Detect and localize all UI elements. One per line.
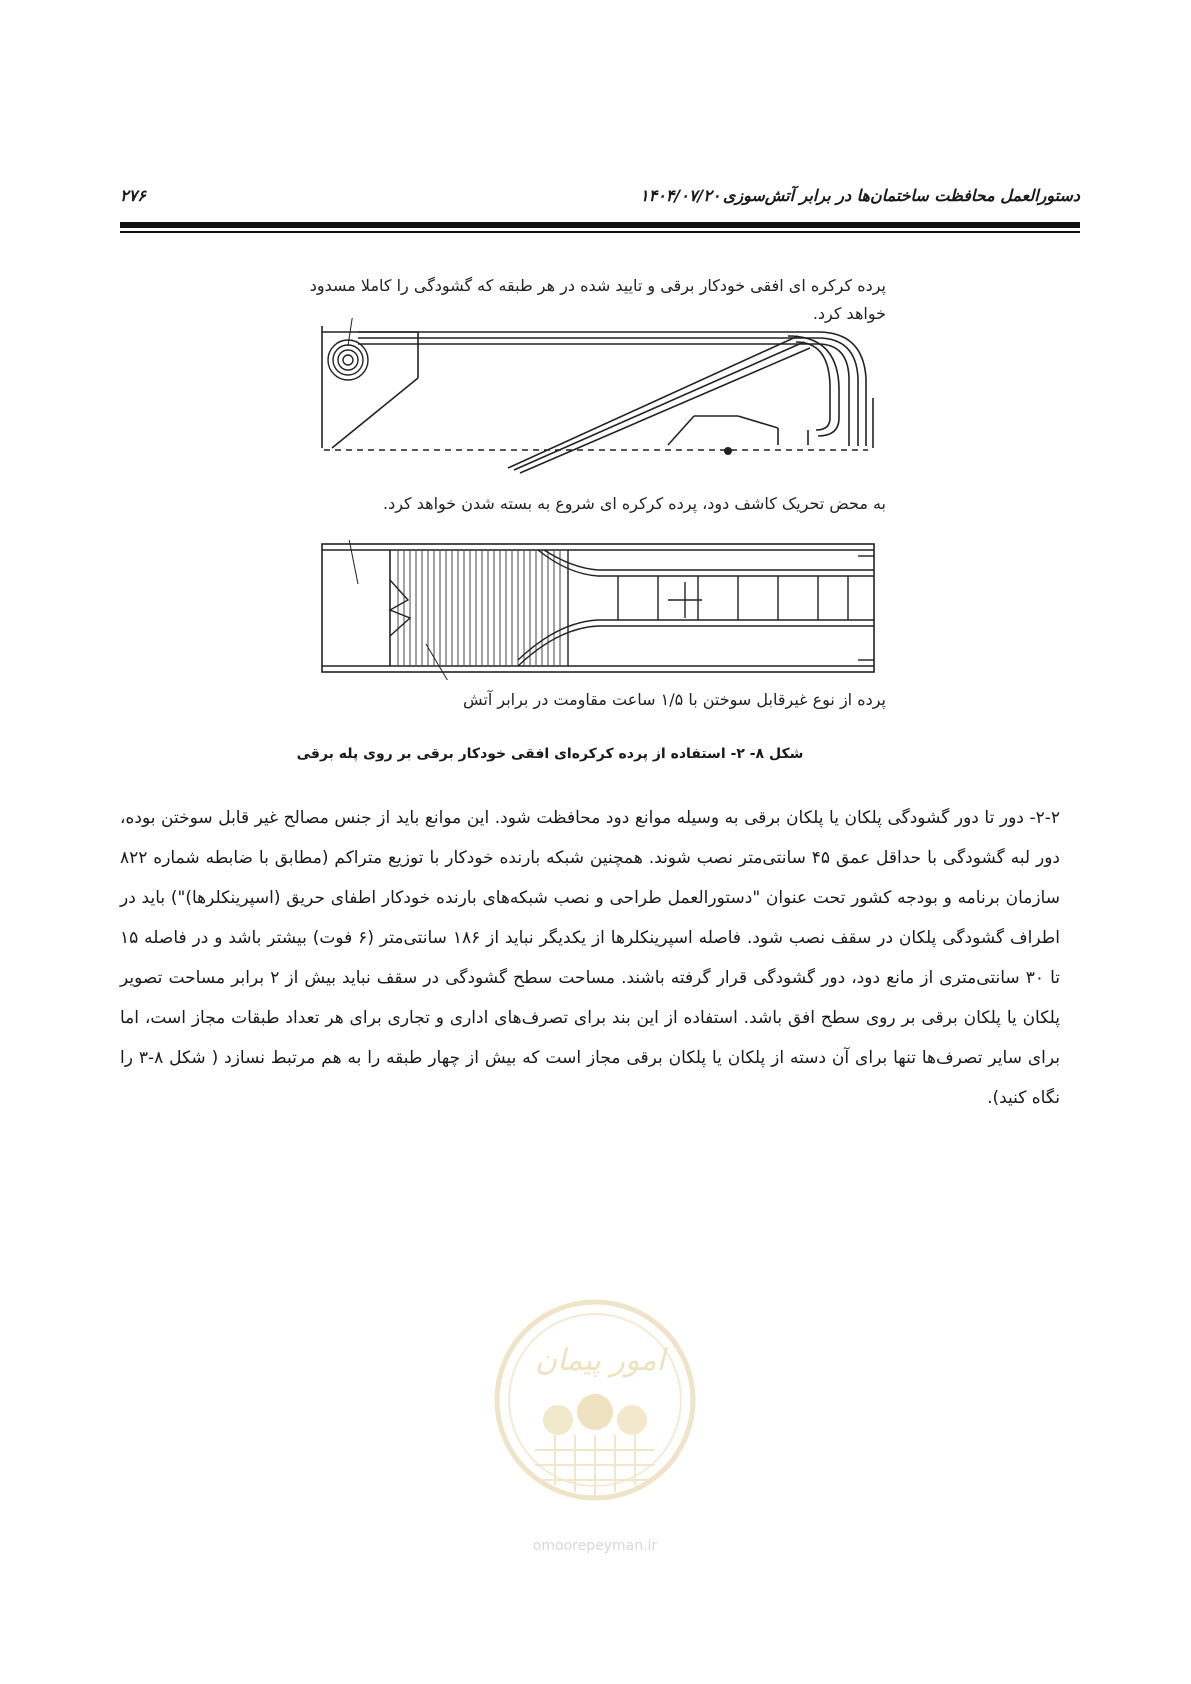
body-paragraph: ۲-۲- دور تا دور گشودگی پلکان یا پلکان برقی به وسیله موانع دود محافظت شود. این موانع باید از جنس مصالح غیر قابل سوختن بوده، دور لبه گشودگی با حداقل عمق ۴۵ سانتی‌متر نصب شوند. همچنین شبکه بارنده خودکار با توزیع متراکم (مطابق با ضابطه شماره ۸۲۲ سازمان برنامه و بودجه کشور تحت عنوان "دستورالعمل طراحی و نصب شبکه‌های بارنده خودکار اطفای حریق (اسپرینکلرها)") باید در اطراف گشودگی پلکان در سقف نصب شود. فاصله اسپرینکلرها از یکدیگر نباید از ۱۸۶ سانتی‌متر (۶ فوت) بیشتر باشد و در فاصله ۱۵ تا ۳۰ سانتی‌متری از مانع دود، دور گشودگی قرار گرفته باشند. مساحت سطح گشودگی در سقف نباید بیش از ۲ برابر مساحت تصویر پلکان یا پلکان برقی بر روی سطح افق باشد. استفاده از این بند برای تصرف‌های اداری و تجاری برای هر تعداد طبقات مجاز است، اما برای سایر تصرف‌ها تنها برای آن دسته از پلکان یا پلکان برقی مجاز است که بیش از چهار طبقه را به هم مرتبط نسازد ( شکل ۸-۳ را نگاه کنید). (120, 808, 1061, 1108)
escalator-plan-drawing (318, 540, 878, 680)
header-rule-thin (120, 231, 1080, 233)
watermark-url: omoorepeyman.ir (532, 1538, 658, 1554)
page-number: ۲۷۶ (120, 186, 146, 205)
figure-caption: شکل ۸- ۲- استفاده از پرده کرکره‌ای افقی خودکار برقی بر روی پله برقی (296, 746, 804, 762)
watermark-logo-text: امور پیمان (535, 1343, 665, 1378)
figure-middle-label: به محض تحریک کاشف دود، پرده کرکره ای شروع به بسته شدن خواهد کرد. (383, 494, 886, 513)
document-title: دستورالعمل محافظت ساختمان‌ها در برابر آتش‌سوزی (722, 186, 1080, 205)
escalator-section-drawing (318, 318, 878, 478)
watermark-logo (480, 1270, 710, 1535)
figure-top-label-line1: پرده کرکره ای افقی خودکار برقی و تایید شده در هر طبقه که گشودگی را کاملا مسدود (309, 276, 886, 295)
body-text (120, 798, 1060, 1118)
figure-bottom-label: پرده از نوع غیرقابل سوختن با ۱/۵ ساعت مقاومت در برابر آتش (462, 690, 886, 709)
page-header (120, 186, 1080, 214)
header-rule-thick (120, 222, 1080, 228)
document-date: ۱۴۰۴/۰۷/۲۰ (640, 186, 721, 205)
watermark (480, 1270, 710, 1560)
figure-top-label-line2: خواهد کرد. (812, 304, 886, 323)
